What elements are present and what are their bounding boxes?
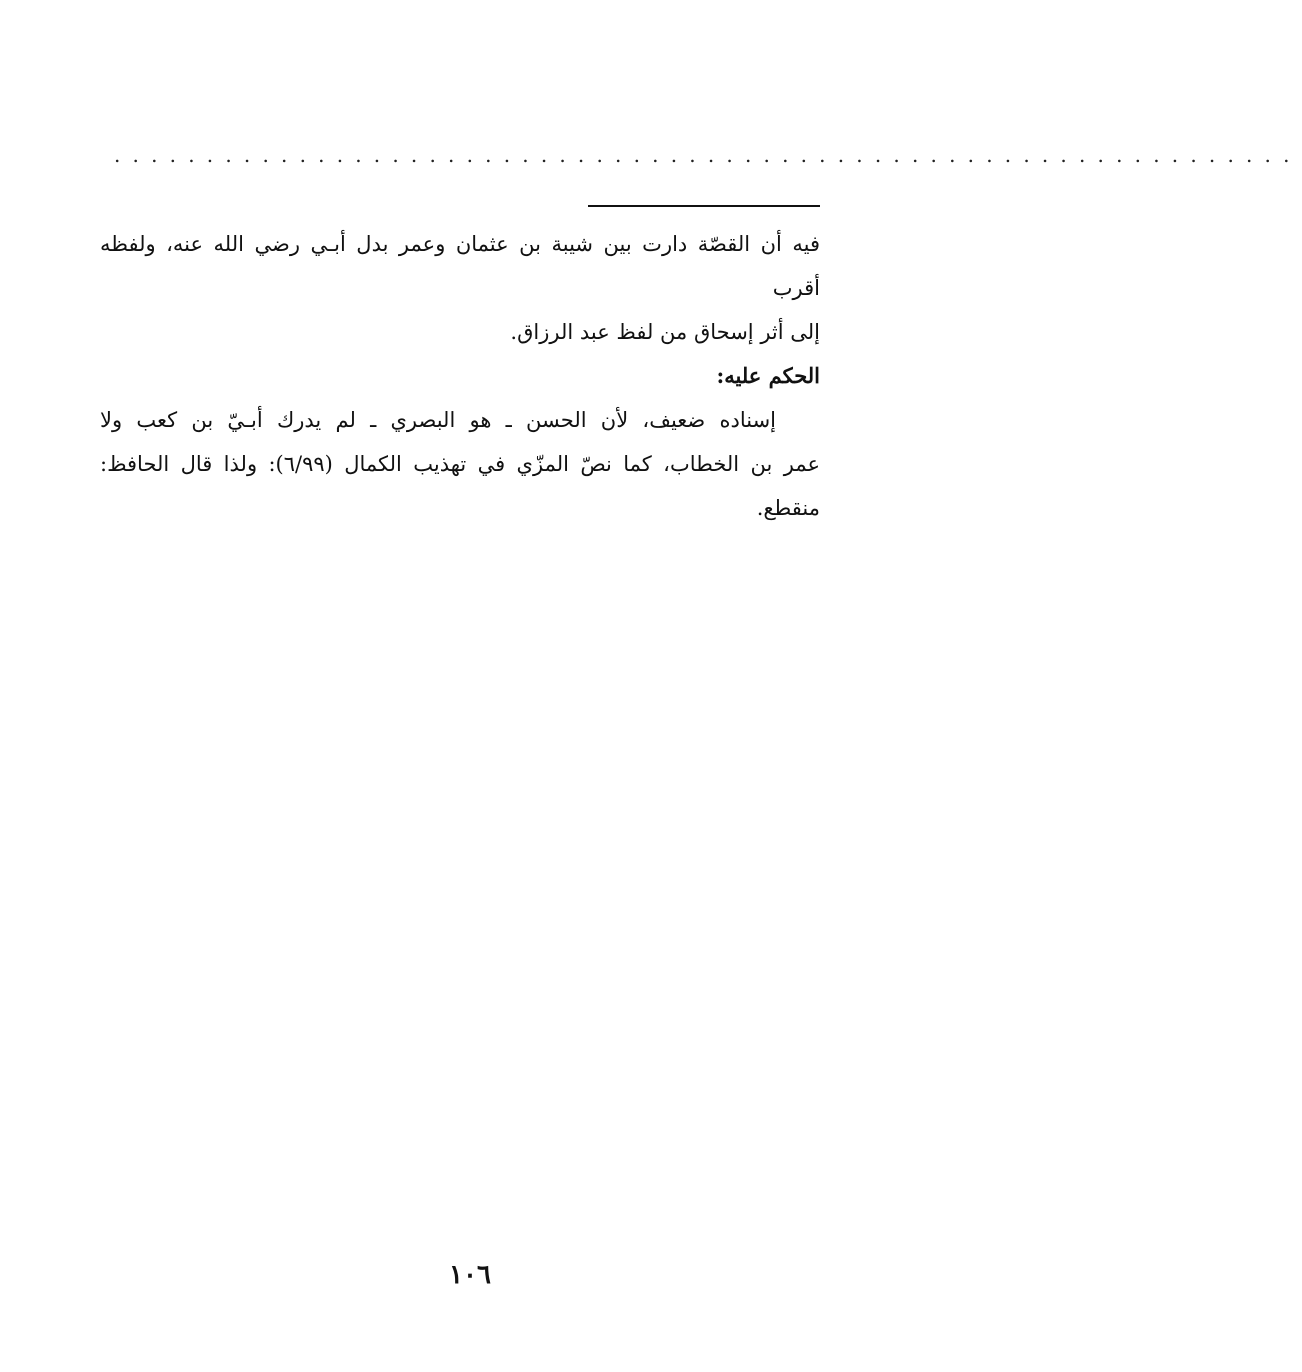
paragraph-2-line-2: عمر بن الخطاب، كما نصّ المزّي في تهذيب الكمال (٦/٩٩): ولذا قال الحافظ:	[100, 452, 820, 476]
dotted-separator: ................................................................	[114, 143, 1302, 167]
body-text	[100, 222, 820, 530]
paragraph-1-line-1: فيه أن القصّة دارت بين شيبة بن عثمان وعمر بدل أبـي رضي الله عنه، ولفظه أقرب	[100, 232, 820, 300]
section-heading-wrapper	[100, 354, 820, 398]
paragraph-1-line-2: إلى أثر إسحاق من لفظ عبد الرزاق.	[510, 320, 820, 344]
paragraph-2-line-3: منقطع.	[756, 496, 820, 520]
page-number: ١٠٦	[449, 1260, 491, 1290]
paragraph-2-line-1: إسناده ضعيف، لأن الحسن ـ هو البصري ـ لم يدرك أبـيّ بن كعب ولا	[100, 408, 776, 432]
section-heading: الحكم عليه:	[716, 363, 820, 388]
paragraph-2	[100, 398, 820, 530]
paragraph-1	[100, 222, 820, 354]
footnote-rule	[588, 205, 820, 207]
